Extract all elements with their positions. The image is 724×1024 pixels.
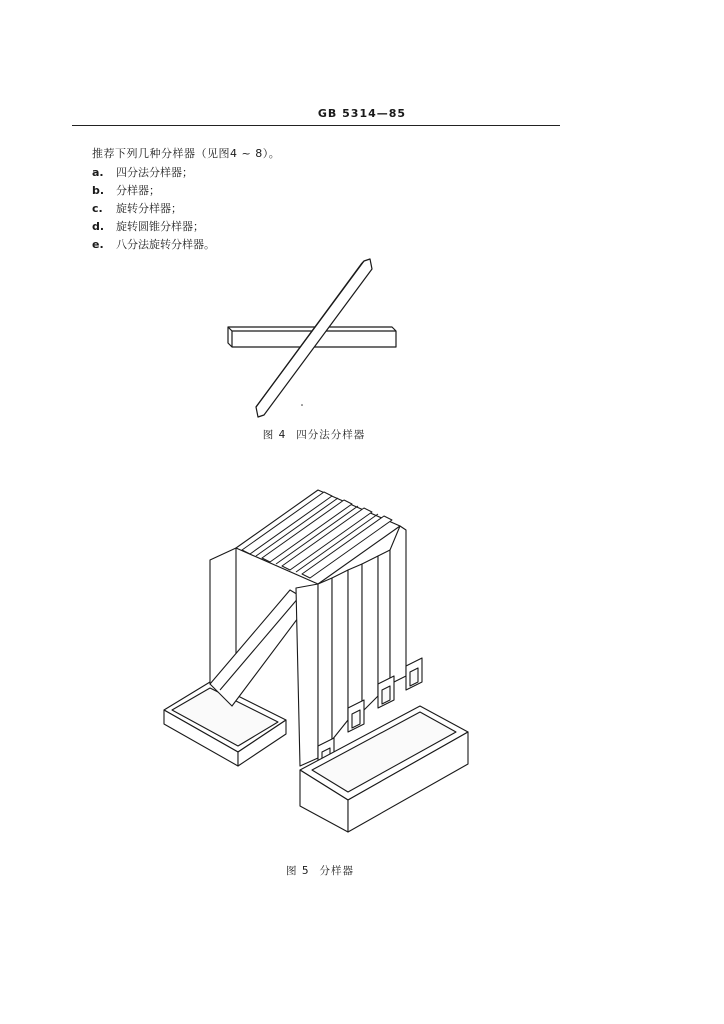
list-item-text: 旋转圆锥分样器； <box>116 220 204 233</box>
list-item <box>92 236 215 254</box>
list-item-letter: b. <box>92 184 105 197</box>
list-item <box>92 218 215 236</box>
list-item-text: 旋转分样器； <box>116 202 182 215</box>
figure-5-number: 图 5 <box>285 865 310 877</box>
list-item-letter: d. <box>92 220 105 233</box>
divider-type-list <box>92 164 215 254</box>
figure-5-riffle-divider <box>150 470 490 850</box>
list-item-letter: e. <box>92 238 104 251</box>
list-item-letter: c. <box>92 202 103 215</box>
figure-5-caption <box>220 863 420 878</box>
list-item <box>92 182 215 200</box>
figure-4-quartering-divider <box>220 255 410 425</box>
intro-text: 推荐下列几种分样器（见图4 ~ 8）。 <box>92 147 281 160</box>
list-item-text: 分样器； <box>116 184 160 197</box>
header-rule <box>72 125 560 126</box>
figure-4-number: 图 4 <box>262 429 287 441</box>
figure-5-title: 分样器 <box>319 865 355 877</box>
figure-4-caption <box>214 427 414 442</box>
list-item-letter: a. <box>92 166 104 179</box>
list-item <box>92 200 215 218</box>
list-item-text: 四分法分样器； <box>116 166 193 179</box>
page-header: GB 5314—85 <box>317 107 407 120</box>
list-item <box>92 164 215 182</box>
figure-4-title: 四分法分样器 <box>296 429 366 441</box>
list-item-text: 八分法旋转分样器。 <box>116 238 215 251</box>
